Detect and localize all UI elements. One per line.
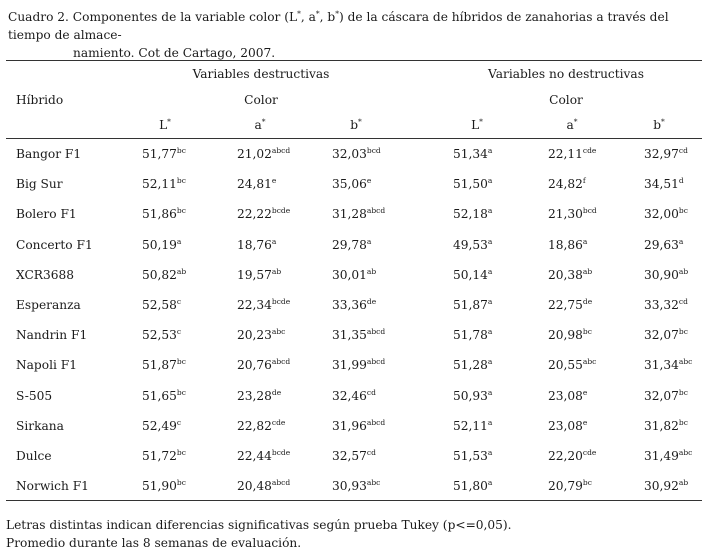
table-cell: 51,87$^a$	[453, 297, 493, 312]
table-cell: $22,22^{bcde}$	[237, 206, 291, 222]
table-row	[0, 479, 710, 509]
hybrid-name: Sirkana	[16, 418, 64, 433]
table-cell: 33,36de	[332, 297, 377, 312]
table-cell: 52,11$^{bc}$	[142, 176, 186, 192]
table-caption: Cuadro 2. Componentes de la variable color (L*, a*, b*) de la cáscara de híbridos de zanahorias a través del tiempo de almace- namiento. Cot de Cartago, 2007.	[8, 8, 702, 62]
table-cell: 24,81e	[237, 176, 277, 192]
table-cell: 51,50$^a$	[453, 176, 493, 192]
table-cell: 20,38$^{ab}$	[548, 266, 593, 282]
group-header-nondestructive: Variables no destructivas	[488, 67, 644, 81]
table-cell: 31,82$^{bc}$	[644, 417, 688, 433]
group-header-destructive: Variables destructivas	[192, 67, 330, 81]
table-cell: 32,03$^{bcd}$	[332, 146, 381, 161]
table-cell: 33,32$^{cd}$	[644, 297, 688, 312]
caption-text-1: Componentes de la variable color (L	[72, 10, 298, 24]
table-cell: 20,98$^{bc}$	[548, 327, 592, 343]
table-cell: $31,96^{abcd}$	[332, 417, 386, 433]
table-cell: 32,07$^{bc}$	[644, 387, 688, 403]
column-header: L*	[159, 117, 171, 132]
table-cell: 23,28de	[237, 387, 282, 403]
table-row	[0, 298, 710, 328]
table-row	[0, 358, 710, 388]
table-row	[0, 147, 710, 177]
header-rule	[6, 138, 702, 139]
table-row	[0, 449, 710, 479]
color-label-destructive: Color	[244, 93, 278, 107]
table-cell: 51,28$^a$	[453, 357, 493, 373]
table-cell: 51,80$^a$	[453, 478, 493, 494]
table-cell: 29,63$^a$	[644, 236, 684, 252]
note-average: Promedio durante las 8 semanas de evaluación.	[6, 536, 302, 550]
table-cell: 20,23$^{abc}$	[237, 327, 286, 343]
table-row	[0, 207, 710, 237]
table-cell: 32,07$^{bc}$	[644, 327, 688, 343]
table-cell: 29,78$^a$	[332, 236, 372, 252]
table-cell: $31,99^{abcd}$	[332, 357, 386, 373]
table-cell: 22,11$^{cde}$	[548, 146, 597, 161]
table-cell: 32,97$^{cd}$	[644, 146, 688, 161]
top-rule	[6, 60, 702, 61]
table-cell: $21,02^{abcd}$	[237, 146, 291, 161]
hybrid-name: Esperanza	[16, 298, 81, 312]
table-cell: 22,82$^{cde}$	[237, 417, 286, 433]
column-header: b*	[350, 117, 362, 132]
table-cell: $20,48^{abcd}$	[237, 478, 291, 494]
table-cell: 51,53$^a$	[453, 448, 493, 463]
table-cell: 35,06e	[332, 176, 372, 192]
table-cell: 21,30$^{bcd}$	[548, 206, 597, 222]
table-cell: 32,57$^{cd}$	[332, 448, 376, 463]
table-cell: 23,08e	[548, 417, 588, 433]
table-cell: $31,28^{abcd}$	[332, 206, 386, 222]
table-cell: $22,34^{bcde}$	[237, 297, 291, 312]
hybrid-name: Bangor F1	[16, 147, 82, 161]
caption-prefix: Cuadro 2.	[8, 10, 69, 24]
table-cell: 51,34$^a$	[453, 146, 493, 161]
column-header: b*	[653, 117, 665, 132]
bottom-rule	[6, 500, 702, 501]
table-row	[0, 238, 710, 268]
table-cell: 19,57$^{ab}$	[237, 266, 282, 282]
hybrid-name: Concerto F1	[16, 237, 93, 252]
table-cell: 51,72$^{bc}$	[142, 448, 186, 463]
table-cell: 20,55$^{abc}$	[548, 357, 597, 373]
table-cell: 22,75de	[548, 297, 593, 312]
table-cell: 50,82$^{ab}$	[142, 266, 187, 282]
hybrid-name: Nandrin F1	[16, 328, 88, 343]
table-row	[0, 177, 710, 207]
hybrid-name: Napoli F1	[16, 358, 77, 373]
table-cell: 30,01$^{ab}$	[332, 266, 377, 282]
table-cell: $31,35^{abcd}$	[332, 327, 386, 343]
table-cell: 30,92$^{ab}$	[644, 478, 689, 494]
caption-line-2: namiento. Cot de Cartago, 2007.	[73, 46, 276, 60]
table-cell: 51,77$^{bc}$	[142, 146, 186, 161]
table-cell: 32,00$^{bc}$	[644, 206, 688, 222]
column-header: a*	[566, 117, 578, 132]
hybrid-name: Norwich F1	[16, 479, 89, 494]
column-header: L*	[471, 117, 483, 132]
table-cell: 50,19$^a$	[142, 236, 182, 252]
hybrid-name: Dulce	[16, 449, 52, 463]
caption-text-2: ) de la cáscara de híbridos de zanahorias a través del tiempo de almace-	[8, 10, 669, 42]
table-cell: 24,82$^f$	[548, 176, 586, 192]
table-cell: 52,53$^c$	[142, 327, 182, 343]
table-row	[0, 419, 710, 449]
table-cell: 22,20$^{cde}$	[548, 448, 597, 463]
table-cell: 23,08e	[548, 387, 588, 403]
table-cell: 34,51$^d$	[644, 176, 684, 192]
table-cell: 51,87$^{bc}$	[142, 357, 186, 373]
table-cell: 51,86$^{bc}$	[142, 206, 186, 222]
hybrid-name: S-505	[16, 388, 53, 403]
column-header: a*	[254, 117, 266, 132]
table-cell: 18,76$^a$	[237, 236, 277, 252]
table-cell: $20,76^{abcd}$	[237, 357, 291, 373]
table-cell: 50,14$^a$	[453, 266, 493, 282]
table-cell: 51,65$^{bc}$	[142, 387, 186, 403]
hybrid-name: XCR3688	[16, 267, 74, 282]
table-cell: 49,53$^a$	[453, 236, 493, 252]
table-cell: 52,11$^a$	[453, 417, 493, 433]
table-cell: 31,34$^{abc}$	[644, 357, 693, 373]
header-hibrido: Híbrido	[16, 93, 64, 107]
color-label-nondestructive: Color	[549, 93, 583, 107]
table-cell: 30,90$^{ab}$	[644, 266, 689, 282]
table-cell: 51,78$^a$	[453, 327, 493, 343]
table-cell: 30,93$^{abc}$	[332, 478, 381, 494]
table-notes	[6, 516, 512, 552]
table-row	[0, 389, 710, 419]
table-cell: 18,86$^a$	[548, 236, 588, 252]
table-cell: 31,49$^{abc}$	[644, 448, 693, 463]
table-row	[0, 268, 710, 298]
hybrid-name: Big Sur	[16, 177, 63, 192]
table-cell: 20,79$^{bc}$	[548, 478, 592, 494]
hybrid-name: Bolero F1	[16, 207, 77, 222]
table-cell: 52,18$^a$	[453, 206, 493, 222]
table-cell: $22,44^{bcde}$	[237, 448, 291, 463]
table-cell: 52,58$^c$	[142, 297, 182, 312]
table-cell: 32,46$^{cd}$	[332, 387, 376, 403]
table-row	[0, 328, 710, 358]
table-cell: 51,90$^{bc}$	[142, 478, 186, 494]
table-cell: 50,93$^a$	[453, 387, 493, 403]
note-tukey: Letras distintas indican diferencias significativas según prueba Tukey (p<=0,05).	[6, 518, 512, 532]
table-cell: 52,49$^c$	[142, 417, 182, 433]
